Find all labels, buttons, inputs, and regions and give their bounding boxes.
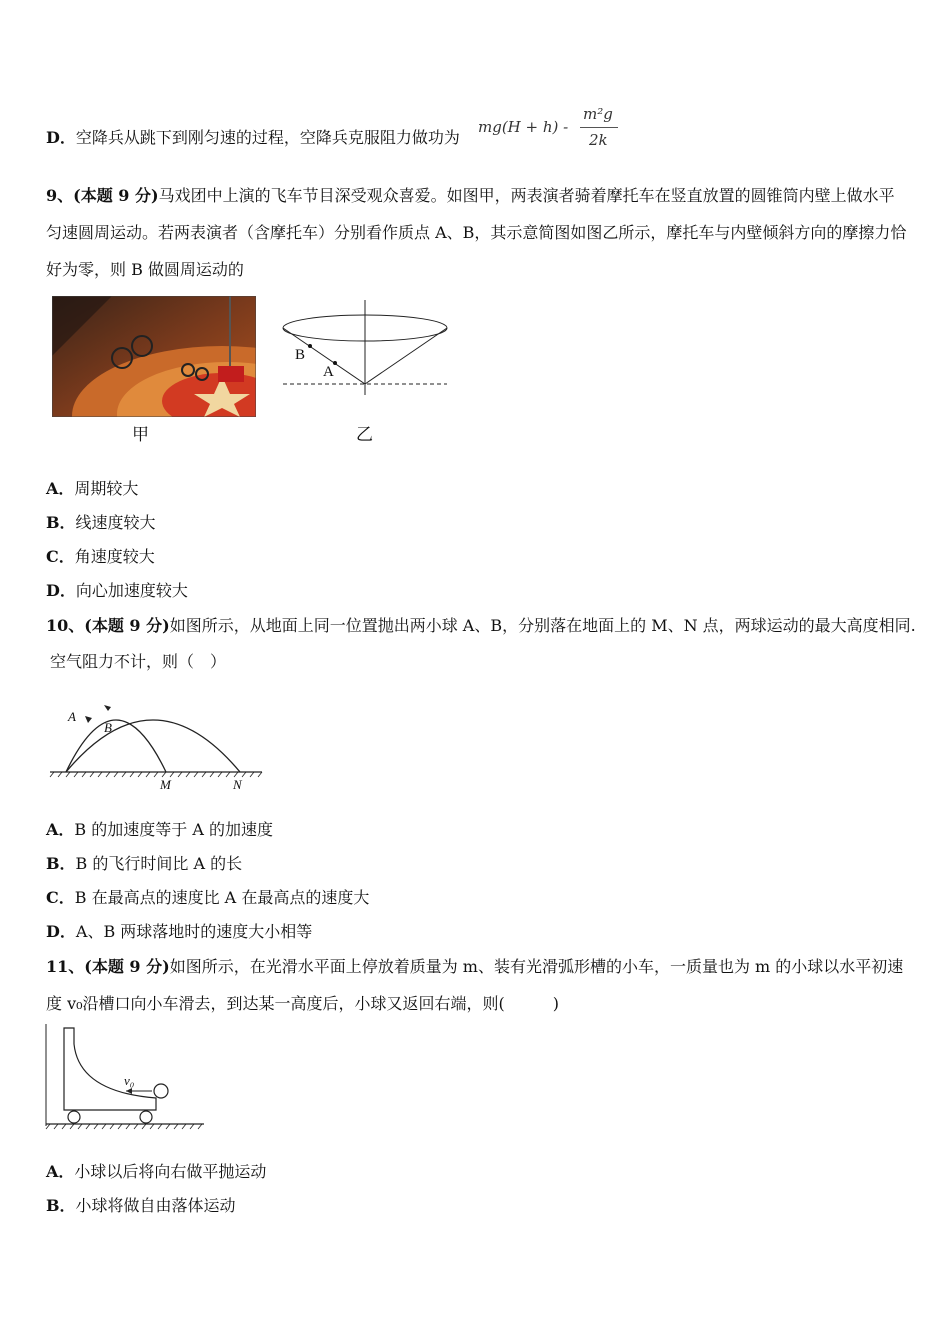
- q10-stem-line2: [50, 652, 226, 672]
- formula-left: mg(H + h) -: [478, 118, 569, 136]
- fig-cart: [44, 1024, 209, 1134]
- option-label: A．: [46, 479, 75, 498]
- option-label: B．: [46, 513, 76, 532]
- q9-option-b: [46, 513, 156, 533]
- option-text: 周期较大: [74, 479, 139, 498]
- option-label: C．: [46, 547, 75, 566]
- option-label: D．: [46, 128, 76, 147]
- fig-label-b: B: [104, 720, 112, 735]
- option-label: A．: [46, 1162, 75, 1181]
- option-label: B．: [46, 854, 76, 873]
- q10-option-a: [46, 820, 273, 840]
- fig-label-a: A: [323, 364, 334, 380]
- q11-stem-line1: [46, 957, 903, 977]
- q9-option-a: [46, 479, 138, 499]
- fraction-bar: [580, 127, 618, 128]
- option-label: B．: [46, 1196, 76, 1215]
- option-label: A．: [46, 820, 75, 839]
- fig-yi-caption: 乙: [356, 425, 373, 445]
- option-text: 向心加速度较大: [75, 581, 188, 600]
- q10-option-d: [46, 922, 312, 942]
- q8-option-d: [46, 128, 460, 148]
- option-text: 线速度较大: [75, 513, 156, 532]
- question-number: 9、: [46, 186, 74, 205]
- question-text: 马戏团中上演的飞车节目深受观众喜爱。如图甲，两表演者骑着摩托车在竖直放置的圆锥筒内壁上做水平匀速圆周运动。若两表演者（含摩托车）分别看作质点 A、B，其示意简图如图乙所示，摩托车与内壁倾斜方向的摩擦力恰好为零，则 B 做圆周运动的: [46, 186, 907, 279]
- q9-option-c: [46, 547, 155, 567]
- option-text: A、B 两球落地时的速度大小相等: [75, 922, 313, 941]
- question-points: (本题 9 分): [73, 186, 159, 205]
- q10-option-c: [46, 888, 369, 908]
- option-text: 小球将做自由落体运动: [75, 1196, 236, 1215]
- question-text: 如图所示，在光滑水平面上停放着质量为 m、装有光滑弧形槽的小车，一质量也为 m 的小球以水平初速: [169, 957, 904, 976]
- fig-label-a: A: [68, 709, 76, 724]
- fig-label-m: M: [160, 777, 171, 792]
- question-number: 11、: [46, 957, 85, 976]
- fig-jia-caption: 甲: [132, 425, 149, 445]
- q10-option-b: [46, 854, 242, 874]
- formula-denominator: 2k: [589, 131, 608, 149]
- question-text: 如图所示，从地面上同一位置抛出两小球 A、B，分别落在地面上的 M、N 点，两球运动的最大高度相同.: [169, 616, 916, 635]
- formula-numerator: m²g: [583, 105, 613, 123]
- fig-yi-cone: [275, 300, 455, 395]
- q11-option-a: [46, 1162, 266, 1182]
- fig-label-b: B: [295, 347, 306, 363]
- q11-stem-line2: [46, 994, 559, 1014]
- q10-stem-line1: [46, 616, 916, 636]
- q11-option-b: [46, 1196, 236, 1216]
- fig-label-v0: v₀: [124, 1073, 135, 1088]
- q9-option-d: [46, 581, 188, 601]
- question-text: 空气阻力不计，则（ ）: [50, 652, 227, 671]
- option-text: B 在最高点的速度比 A 在最高点的速度大: [74, 888, 370, 907]
- fig-jia-photo: [52, 296, 256, 417]
- option-label: C．: [46, 888, 75, 907]
- question-number: 10、: [46, 616, 85, 635]
- question-text: 度 v₀沿槽口向小车滑去，到达某一高度后，小球又返回右端，则( ): [46, 994, 560, 1013]
- fig-label-n: N: [233, 777, 242, 792]
- option-label: D．: [46, 581, 76, 600]
- option-text: 角速度较大: [74, 547, 155, 566]
- option-text: B 的加速度等于 A 的加速度: [74, 820, 273, 839]
- option-text: B 的飞行时间比 A 的长: [75, 854, 243, 873]
- option-text: 小球以后将向右做平抛运动: [74, 1162, 267, 1181]
- option-text: 空降兵从跳下到刚匀速的过程，空降兵克服阻力做功为: [75, 128, 460, 147]
- question-points: (本题 9 分): [84, 616, 170, 635]
- option-label: D．: [46, 922, 76, 941]
- q9-stem: [46, 177, 908, 288]
- question-points: (本题 9 分): [84, 957, 170, 976]
- fig-projectile: [46, 688, 266, 793]
